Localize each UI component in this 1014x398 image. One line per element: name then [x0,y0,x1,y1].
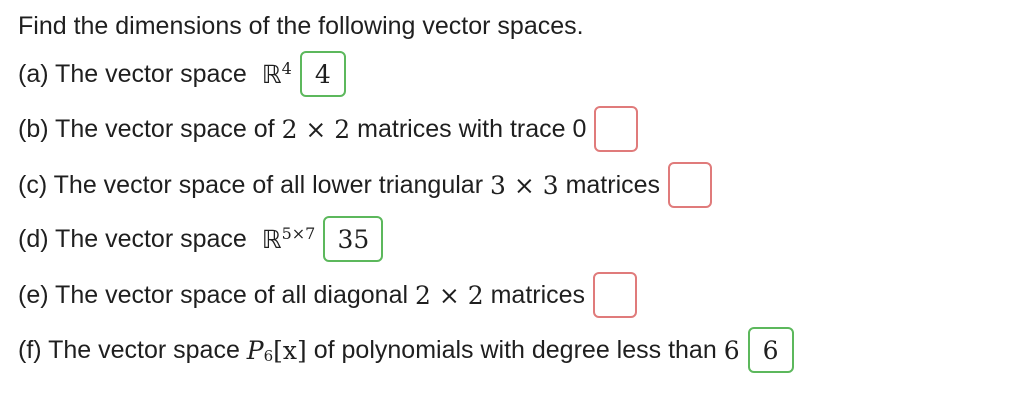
part-d-row [18,216,383,262]
part-b-math: 2 × 2 [281,114,351,144]
part-f-poly-letter: P [246,335,264,365]
part-e-text: (e) The vector space of all diagonal [18,280,415,309]
part-f-poly-subscript: 6 [263,347,274,365]
part-a-row [18,51,346,97]
part-d-answer-input[interactable] [323,216,383,262]
part-c-answer-input[interactable] [668,162,712,208]
question-title: Find the dimensions of the following vector spaces. [18,12,584,40]
part-e-suffix: matrices [483,280,586,309]
part-c-math: 3 × 3 [489,170,559,200]
part-f-answer-value: 6 [762,335,779,365]
part-d-answer-value: 35 [337,224,370,254]
part-d-text: (d) The vector space [18,224,254,253]
part-f-math: 6 [723,335,740,365]
part-f-row [18,327,794,373]
part-f-poly-arg: [x] [273,335,307,365]
part-a-real-symbol: ℝ [261,59,282,89]
part-a-exponent: 4 [281,58,292,78]
part-d-exponent: 5×7 [281,223,316,243]
part-c-text: (c) The vector space of all lower triangular [18,170,490,199]
part-f-text: (f) The vector space [18,335,247,364]
part-b-row [18,106,638,152]
part-f-answer-input[interactable] [748,327,794,373]
part-f-middle: of polynomials with degree less than [306,335,724,364]
part-c-row [18,162,712,208]
part-a-text: (a) The vector space [18,59,254,88]
part-b-text: (b) The vector space of [18,114,282,143]
part-a-answer-value: 4 [314,59,331,89]
part-e-row [18,272,637,318]
part-b-answer-input[interactable] [594,106,638,152]
part-b-suffix: matrices with trace 0 [350,114,587,143]
part-e-answer-input[interactable] [593,272,637,318]
part-e-math: 2 × 2 [415,280,484,310]
part-a-answer-input[interactable] [300,51,346,97]
part-d-real-symbol: ℝ [261,224,282,254]
part-c-suffix: matrices [558,170,661,199]
